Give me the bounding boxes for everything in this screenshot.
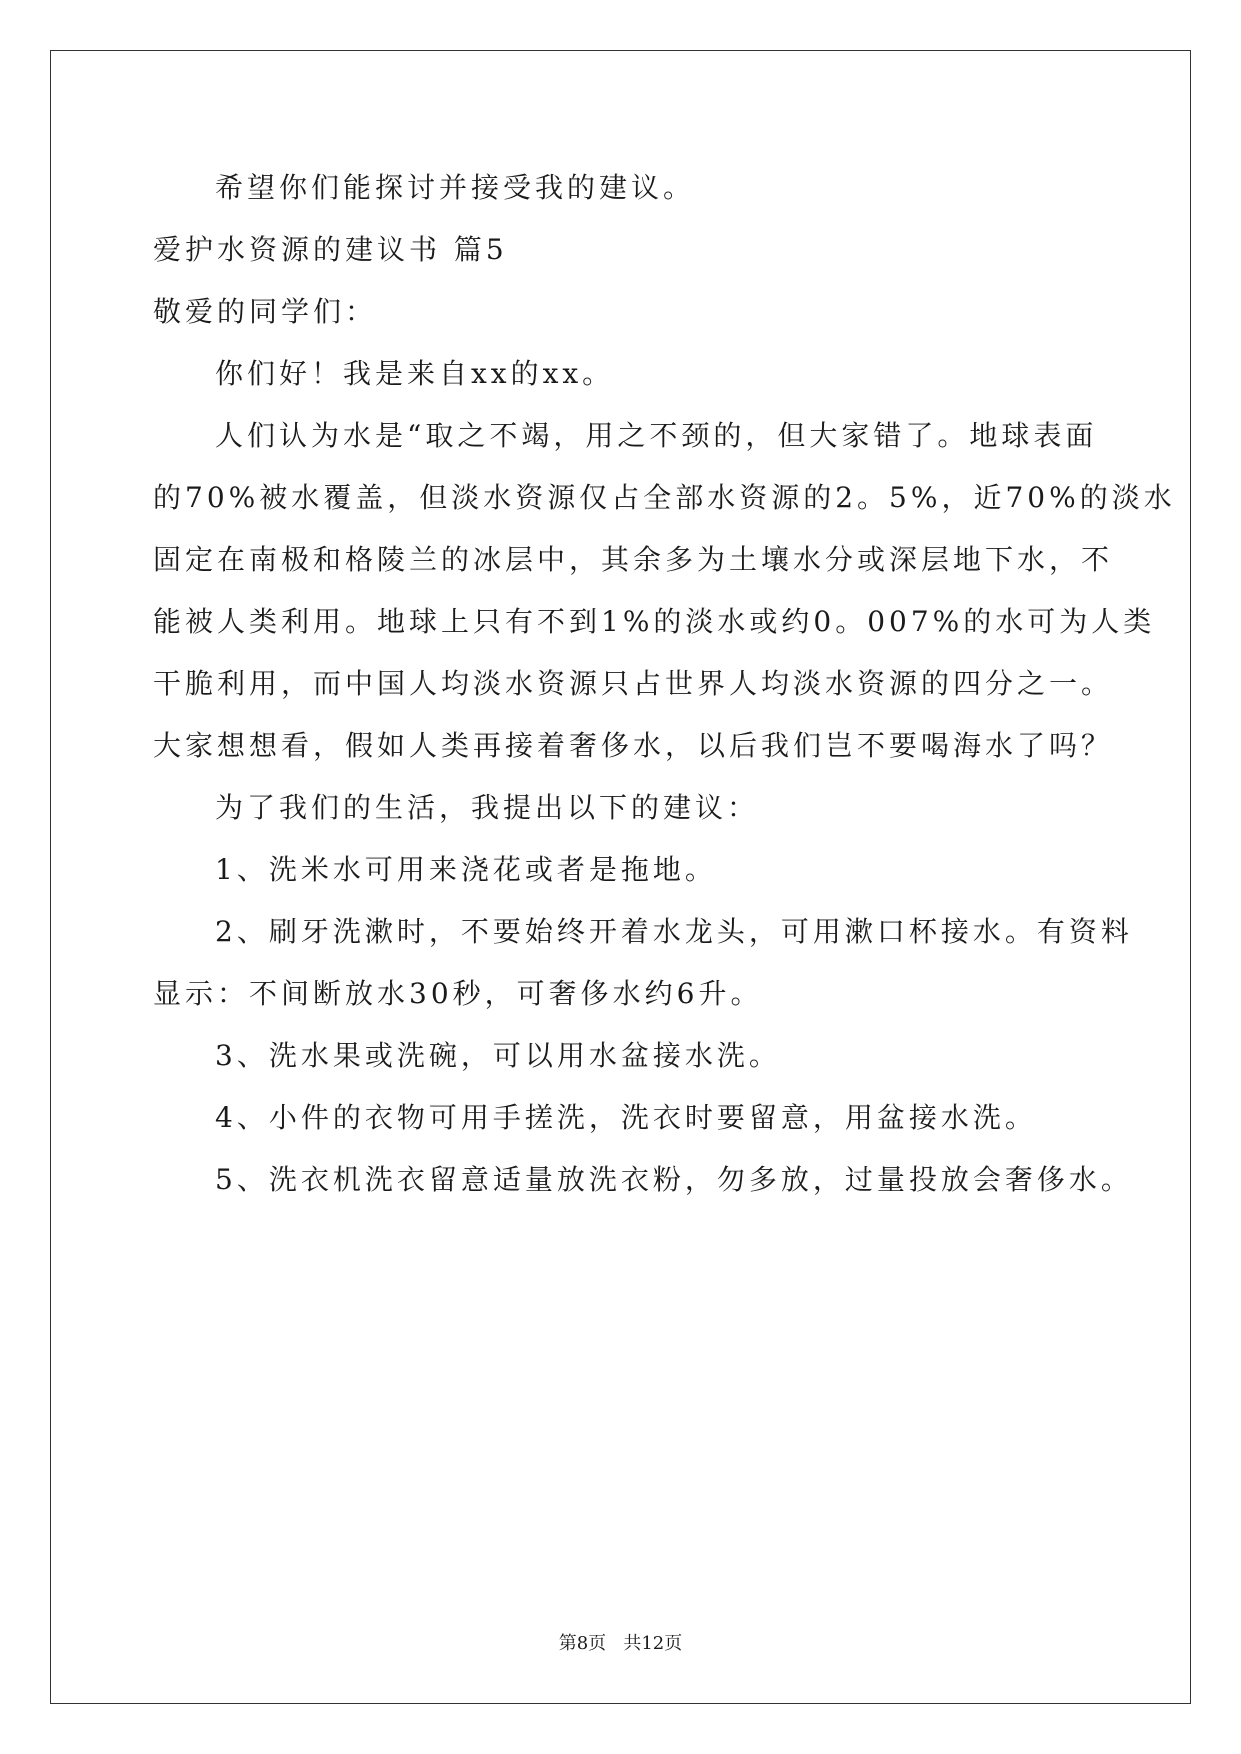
page-footer: 第8页 共12页 [558,1633,683,1654]
salutation: 敬爱的同学们： [153,295,378,328]
list-item: 2、刷牙洗漱时，不要始终开着水龙头，可用漱口杯接水。有资料 [215,915,1133,948]
list-item-continuation: 显示：不间断放水30秒，可奢侈水约6升。 [153,977,763,1010]
paragraph-line: 干脆利用，而中国人均淡水资源只占世界人均淡水资源的四分之一。 [153,667,1114,700]
list-item: 3、洗水果或洗碗，可以用水盆接水洗。 [215,1039,781,1072]
list-item: 5、洗衣机洗衣留意适量放洗衣粉，勿多放，过量投放会奢侈水。 [215,1163,1133,1196]
paragraph-line: 大家想想看，假如人类再接着奢侈水，以后我们岂不要喝海水了吗？ [153,729,1114,762]
paragraph-line: 为了我们的生活，我提出以下的建议： [215,791,760,824]
paragraph-line: 固定在南极和格陵兰的冰层中，其余多为土壤水分或深层地下水，不 [153,543,1114,576]
paragraph-line: 人们认为水是“取之不竭，用之不颈的，但大家错了。地球表面 [215,419,1098,452]
paragraph-line: 能被人类利用。地球上只有不到1%的淡水或约0。007%的水可为人类 [153,605,1156,638]
list-item: 4、小件的衣物可用手搓洗，洗衣时要留意，用盆接水洗。 [215,1101,1037,1134]
section-heading: 爱护水资源的建议书 篇5 [153,233,508,266]
list-item: 1、洗米水可用来浇花或者是拖地。 [215,853,717,886]
paragraph-line: 的70%被水覆盖，但淡水资源仅占全部水资源的2。5%，近70%的淡水 [153,481,1176,514]
paragraph-line: 希望你们能探讨并接受我的建议。 [215,171,696,204]
paragraph-line: 你们好！我是来自xx的xx。 [215,357,615,390]
